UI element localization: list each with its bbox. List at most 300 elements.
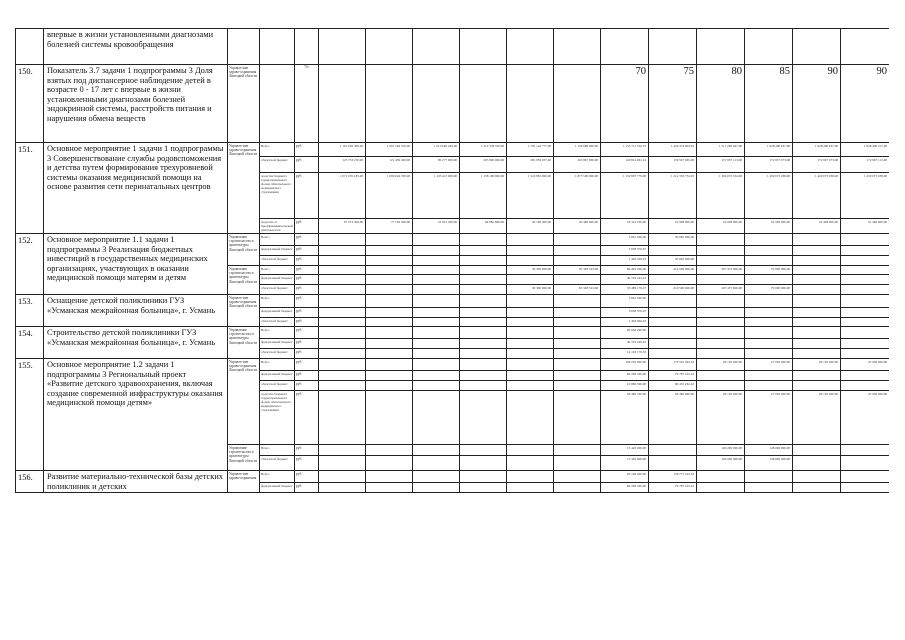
value-cell — [319, 381, 366, 391]
row-number: 154. — [16, 327, 44, 359]
value-cell: 205 990 000,00 — [460, 157, 507, 173]
value-cell — [366, 483, 413, 493]
value-cell: 70 — [601, 65, 649, 143]
value-cell — [841, 381, 890, 391]
value-cell: 207 475 600,00 — [697, 266, 745, 275]
value-cell: 79 787 103,10 — [649, 483, 697, 493]
value-cell — [413, 327, 460, 339]
value-cell — [507, 471, 554, 483]
value-cell: 21 050 000,00 — [745, 359, 793, 371]
value-cell: 52 009 000,00 — [697, 219, 745, 234]
value-cell — [366, 359, 413, 371]
measure-name: впервые в жизни установленными диагнозами болезней системы кровообращения — [44, 29, 228, 65]
funding-source-cell: средства от предпринимательской деятельности — [261, 220, 293, 232]
value-cell: 15 420 000,00 — [601, 456, 649, 471]
value-cell — [319, 445, 366, 456]
value-cell — [366, 445, 413, 456]
value-cell: 25 027 300,00 — [413, 219, 460, 234]
value-cell — [319, 234, 366, 246]
value-cell: 15 420 000,00 — [601, 445, 649, 456]
value-cell: 10 869 300,00 — [601, 381, 649, 391]
value-cell — [649, 445, 697, 456]
value-cell — [697, 29, 745, 65]
value-cell — [413, 456, 460, 471]
measure-name: Показатель 3.7 задачи 1 подпрограммы 3 Доля взятых под диспансерное наблюдение детей в возрасте 0 - 17 лет с впервые в жизни установленными диагнозами болезней эндокринной системы, расстройств питания и нарушения обмена веществ — [44, 65, 228, 143]
value-cell: 26 150 000,00 — [697, 391, 745, 445]
value-cell: 26 150 000,00 — [697, 359, 745, 371]
value-cell — [697, 327, 745, 339]
value-cell — [460, 285, 507, 295]
value-cell: 159 567 065,00 — [649, 157, 697, 173]
value-cell: 90 435 262,10 — [649, 381, 697, 391]
value-cell: 21 050 000,00 — [745, 391, 793, 445]
value-cell — [319, 349, 366, 359]
unit-cell: руб. — [295, 318, 319, 327]
value-cell — [745, 275, 793, 285]
value-cell — [413, 371, 460, 381]
value-cell: 1 420 073 038,00 — [793, 173, 841, 219]
table-row — [16, 359, 890, 371]
value-cell: 1 628 400 927,00 — [745, 143, 793, 157]
value-cell — [413, 234, 460, 246]
value-cell — [507, 391, 554, 445]
value-cell — [649, 275, 697, 285]
executor-cell: Управление строительства и архитектуры Липецкой области — [228, 234, 260, 266]
measure-name: Строительство детской поликлиники ГУЗ «Усманская межрайонная больница», г. Усмань — [44, 327, 228, 359]
value-cell — [460, 327, 507, 339]
value-cell — [841, 275, 890, 285]
value-cell — [460, 471, 507, 483]
funding-source-cell: средства бюджета территориального фонда обязательного медицинского страхования — [260, 173, 295, 219]
value-cell — [366, 349, 413, 359]
value-cell — [793, 295, 841, 308]
value-cell — [319, 65, 366, 143]
value-cell — [745, 308, 793, 318]
value-cell: 52 999 000,00 — [649, 219, 697, 234]
unit-cell: руб. — [295, 471, 319, 483]
value-cell — [793, 234, 841, 246]
value-cell: 172 967 113,00 — [841, 157, 890, 173]
value-cell: 26 490 000,00 — [649, 391, 697, 445]
value-cell — [745, 295, 793, 308]
value-cell: 52 509 000,00 — [745, 219, 793, 234]
value-cell: 80 — [697, 65, 745, 143]
document-page — [15, 28, 889, 586]
value-cell — [413, 246, 460, 256]
value-cell — [745, 339, 793, 349]
value-cell — [554, 471, 601, 483]
value-cell — [366, 471, 413, 483]
value-cell — [460, 266, 507, 275]
value-cell — [413, 285, 460, 295]
unit-cell: руб. — [295, 349, 319, 359]
unit-cell: руб. — [295, 445, 319, 456]
value-cell — [507, 295, 554, 308]
value-cell: 50 682 000,00 — [649, 256, 697, 266]
value-cell — [793, 371, 841, 381]
value-cell — [319, 359, 366, 371]
value-cell — [841, 483, 890, 493]
value-cell — [697, 371, 745, 381]
value-cell — [697, 349, 745, 359]
executor-cell: Управле-ние здраво-охранения Липецкой области — [228, 143, 260, 234]
value-cell: 70 000 000,00 — [745, 285, 793, 295]
value-cell — [745, 318, 793, 327]
value-cell — [697, 256, 745, 266]
unit-cell: руб. — [295, 246, 319, 256]
funding-source-cell: федеральный бюджет — [260, 483, 295, 493]
value-cell — [841, 349, 890, 359]
unit-cell: руб. — [295, 483, 319, 493]
measure-name: Развитие материально-технической базы детских поликлиник и детских — [44, 471, 228, 493]
value-cell — [841, 327, 890, 339]
value-cell: 26 490 700,00 — [601, 391, 649, 445]
value-cell: 69 209 300,00 — [601, 483, 649, 493]
value-cell — [319, 295, 366, 308]
value-cell: 70 000 000,00 — [745, 266, 793, 275]
value-cell — [413, 445, 460, 456]
value-cell — [649, 29, 697, 65]
value-cell: 60 956 200,00 — [601, 327, 649, 339]
funding-source-cell: Всего — [260, 445, 295, 456]
value-cell: 26 150 000,00 — [793, 359, 841, 371]
funding-source-cell: областной бюджет — [260, 256, 295, 266]
value-cell — [649, 456, 697, 471]
unit-cell: руб. — [295, 308, 319, 318]
value-cell: 172 967 073,00 — [793, 157, 841, 173]
funding-source-cell: федеральный бюджет — [260, 308, 295, 318]
value-cell — [745, 483, 793, 493]
funding-source-cell: Всего — [260, 471, 295, 483]
value-cell — [507, 371, 554, 381]
value-cell — [507, 275, 554, 285]
value-cell: 79 787 102,10 — [649, 371, 697, 381]
value-cell — [601, 29, 649, 65]
value-cell — [793, 445, 841, 456]
value-cell — [793, 471, 841, 483]
value-cell — [460, 359, 507, 371]
value-cell — [413, 256, 460, 266]
value-cell — [413, 275, 460, 285]
funding-source-cell — [260, 65, 295, 143]
table-row — [16, 234, 890, 246]
value-cell: 50 100 000,00 — [507, 219, 554, 234]
value-cell — [460, 445, 507, 456]
value-cell — [697, 275, 745, 285]
value-cell: 1 212 353 752,05 — [649, 173, 697, 219]
measure-name: Основное мероприятие 1.1 задачи 1 подпрограммы 3 Реализация бюджетных инвестиций в государственных медицинских организациях, участвующих в оказании медицинской помощи матерям и детям — [44, 234, 228, 295]
value-cell — [319, 256, 366, 266]
value-cell: 1 071 035 185,00 — [319, 173, 366, 219]
value-cell — [697, 339, 745, 349]
funding-source-cell: областной бюджет — [260, 157, 295, 173]
value-cell — [319, 318, 366, 327]
row-number — [16, 29, 44, 65]
value-cell — [649, 318, 697, 327]
value-cell: 210 500 000,00 — [649, 266, 697, 275]
value-cell — [366, 456, 413, 471]
value-cell: 1 701 142 777,00 — [507, 143, 554, 157]
value-cell: 85 — [745, 65, 793, 143]
value-cell: 50 400 000,00 — [554, 219, 601, 234]
funding-source-cell: федеральный бюджет — [260, 339, 295, 349]
value-cell — [460, 65, 507, 143]
value-cell — [366, 318, 413, 327]
value-cell — [697, 295, 745, 308]
funding-source-cell: Всего — [260, 359, 295, 371]
value-cell — [460, 456, 507, 471]
value-cell — [745, 256, 793, 266]
value-cell — [413, 65, 460, 143]
value-cell — [841, 295, 890, 308]
value-cell: 95 328 523,00 — [554, 285, 601, 295]
value-cell: 1 090 624 700,00 — [366, 173, 413, 219]
value-cell: 50 682 000,00 — [649, 234, 697, 246]
value-cell — [554, 234, 601, 246]
value-cell: 25 950 000,00 — [841, 391, 890, 445]
value-cell — [793, 318, 841, 327]
value-cell — [745, 29, 793, 65]
value-cell: 148 096 000,00 — [745, 456, 793, 471]
value-cell — [460, 295, 507, 308]
value-cell — [319, 285, 366, 295]
value-cell — [460, 308, 507, 318]
value-cell: 160 290 000,00 — [697, 456, 745, 471]
value-cell — [554, 275, 601, 285]
value-cell — [745, 349, 793, 359]
value-cell: 1 875 500 000,00 — [554, 173, 601, 219]
value-cell — [793, 285, 841, 295]
value-cell: 160 290 000,00 — [697, 445, 745, 456]
value-cell — [366, 381, 413, 391]
value-cell — [413, 308, 460, 318]
value-cell — [413, 381, 460, 391]
value-cell — [554, 371, 601, 381]
value-cell — [507, 246, 554, 256]
value-cell — [366, 371, 413, 381]
value-cell: 281 959 037,00 — [507, 157, 554, 173]
value-cell — [460, 318, 507, 327]
value-cell: 210 500 000,00 — [649, 285, 697, 295]
value-cell — [319, 483, 366, 493]
value-cell — [793, 266, 841, 275]
value-cell — [554, 339, 601, 349]
value-cell — [841, 471, 890, 483]
value-cell — [793, 381, 841, 391]
value-cell — [366, 295, 413, 308]
row-number: 150. — [16, 65, 44, 143]
value-cell: 125 733 250,00 — [319, 157, 366, 173]
value-cell: 1 420 374 604,05 — [649, 143, 697, 157]
value-cell — [413, 471, 460, 483]
executor-cell: Управление строительства и архитектуры Липецкой области — [228, 266, 260, 295]
value-cell — [793, 256, 841, 266]
value-cell: 201 867 000,00 — [554, 157, 601, 173]
unit-cell: руб. — [295, 143, 319, 157]
value-cell — [649, 339, 697, 349]
unit-cell: руб. — [295, 256, 319, 266]
value-cell — [554, 308, 601, 318]
funding-source-cell: областной бюджет — [260, 349, 295, 359]
value-cell: 26 150 000,00 — [793, 391, 841, 445]
value-cell — [697, 234, 745, 246]
value-cell: 5 061 500,00 — [601, 234, 649, 246]
value-cell — [841, 266, 890, 275]
value-cell — [460, 349, 507, 359]
value-cell: 159 775 103,10 — [649, 471, 697, 483]
value-cell — [841, 246, 890, 256]
value-cell — [793, 29, 841, 65]
funding-source-cell: Всего — [260, 295, 295, 308]
unit-cell: руб. — [295, 285, 319, 295]
value-cell — [507, 349, 554, 359]
value-cell: 33 489 170,27 — [601, 285, 649, 295]
value-cell — [507, 29, 554, 65]
funding-source-cell: средства бюджета территориального фонда обязательного медицинского страхования — [260, 391, 295, 445]
value-cell — [413, 483, 460, 493]
value-cell — [554, 456, 601, 471]
value-cell — [413, 295, 460, 308]
value-cell: 148 096 000,00 — [745, 445, 793, 456]
value-cell: 1 628 400 937,00 — [793, 143, 841, 157]
value-cell — [649, 349, 697, 359]
value-cell — [507, 445, 554, 456]
unit-cell — [295, 29, 319, 65]
funding-source-cell: областной бюджет — [260, 456, 295, 471]
value-cell — [745, 371, 793, 381]
unit-cell: руб. — [295, 157, 319, 173]
value-cell — [649, 246, 697, 256]
value-cell — [841, 445, 890, 456]
table-row — [16, 471, 890, 483]
value-cell — [841, 308, 890, 318]
value-cell: 1 522 881 690,00 — [507, 173, 554, 219]
value-cell — [319, 327, 366, 339]
unit-cell: руб. — [295, 456, 319, 471]
executor-cell: Управление строительства и архитектуры Липецкой области — [228, 327, 260, 359]
value-cell — [366, 256, 413, 266]
value-cell: 109 259 900,00 — [601, 359, 649, 371]
value-cell — [460, 381, 507, 391]
value-cell — [507, 65, 554, 143]
value-cell — [319, 246, 366, 256]
unit-cell: % — [295, 65, 319, 143]
unit-cell: руб. — [295, 266, 319, 275]
value-cell — [319, 308, 366, 318]
value-cell — [319, 391, 366, 445]
row-number: 155. — [16, 359, 44, 471]
value-cell — [413, 391, 460, 445]
value-cell: 80 405 200,00 — [601, 266, 649, 275]
value-cell — [460, 256, 507, 266]
value-cell — [413, 359, 460, 371]
value-cell — [460, 246, 507, 256]
value-cell — [793, 327, 841, 339]
value-cell — [554, 318, 601, 327]
funding-source-cell: Всего — [260, 234, 295, 246]
value-cell: 64 982 800,00 — [460, 219, 507, 234]
value-cell — [745, 234, 793, 246]
row-number: 153. — [16, 295, 44, 327]
unit-cell: руб. — [295, 275, 319, 285]
value-cell: 121 459 400,00 — [366, 157, 413, 173]
value-cell — [554, 327, 601, 339]
value-cell — [460, 234, 507, 246]
value-cell: 157 067 113,00 — [697, 157, 745, 173]
value-cell — [507, 308, 554, 318]
row-number: 151. — [16, 143, 44, 234]
value-cell — [841, 29, 890, 65]
value-cell — [366, 266, 413, 275]
value-cell — [366, 339, 413, 349]
table-row — [16, 65, 890, 143]
value-cell — [697, 381, 745, 391]
value-cell: 95 328 523,00 — [554, 266, 601, 275]
value-cell — [319, 29, 366, 65]
value-cell: 3 658 370,07 — [601, 246, 649, 256]
value-cell: 1 402 920,43 — [601, 318, 649, 327]
value-cell: 1 103 413 900,00 — [413, 173, 460, 219]
value-cell — [554, 65, 601, 143]
value-cell: 1 304 072 534,00 — [697, 173, 745, 219]
value-cell: 30 300 000,00 — [507, 285, 554, 295]
value-cell: 1 153 711 550,75 — [601, 143, 649, 157]
value-cell — [841, 318, 890, 327]
value-cell — [697, 246, 745, 256]
value-cell — [554, 29, 601, 65]
unit-cell: руб. — [295, 359, 319, 371]
unit-cell: руб. — [295, 327, 319, 339]
value-cell — [841, 339, 890, 349]
value-cell — [697, 483, 745, 493]
unit-cell: руб. — [295, 381, 319, 391]
value-cell — [319, 339, 366, 349]
table-row — [16, 327, 890, 339]
value-cell: 77 746 300,00 — [366, 219, 413, 234]
executor-cell: Управле-ние здраво-охранения Липецкой области — [228, 295, 260, 327]
value-cell — [507, 456, 554, 471]
value-cell — [697, 308, 745, 318]
value-cell — [554, 349, 601, 359]
value-cell: 1 158 106 900,00 — [460, 173, 507, 219]
executor-cell: Управление строительства и архитектуры Липецкой области — [228, 445, 260, 471]
unit-cell: руб. — [295, 371, 319, 381]
value-cell — [793, 456, 841, 471]
row-number: 152. — [16, 234, 44, 295]
value-cell — [366, 391, 413, 445]
value-cell: 30 300 000,00 — [507, 266, 554, 275]
funding-source-cell: областной бюджет — [260, 318, 295, 327]
value-cell: 1 213 692 249,00 — [413, 143, 460, 157]
value-cell — [841, 256, 890, 266]
value-cell — [366, 234, 413, 246]
value-cell: 69 209 300,00 — [601, 371, 649, 381]
value-cell — [793, 339, 841, 349]
value-cell: 1 517 269 647,00 — [697, 143, 745, 157]
value-cell — [460, 371, 507, 381]
value-cell — [554, 256, 601, 266]
value-cell — [554, 445, 601, 456]
value-cell — [649, 327, 697, 339]
value-cell — [793, 308, 841, 318]
value-cell — [413, 29, 460, 65]
value-cell — [745, 471, 793, 483]
value-cell: 80 277 000,00 — [413, 157, 460, 173]
value-cell — [460, 29, 507, 65]
value-cell — [649, 308, 697, 318]
value-cell — [554, 483, 601, 493]
value-cell — [697, 471, 745, 483]
